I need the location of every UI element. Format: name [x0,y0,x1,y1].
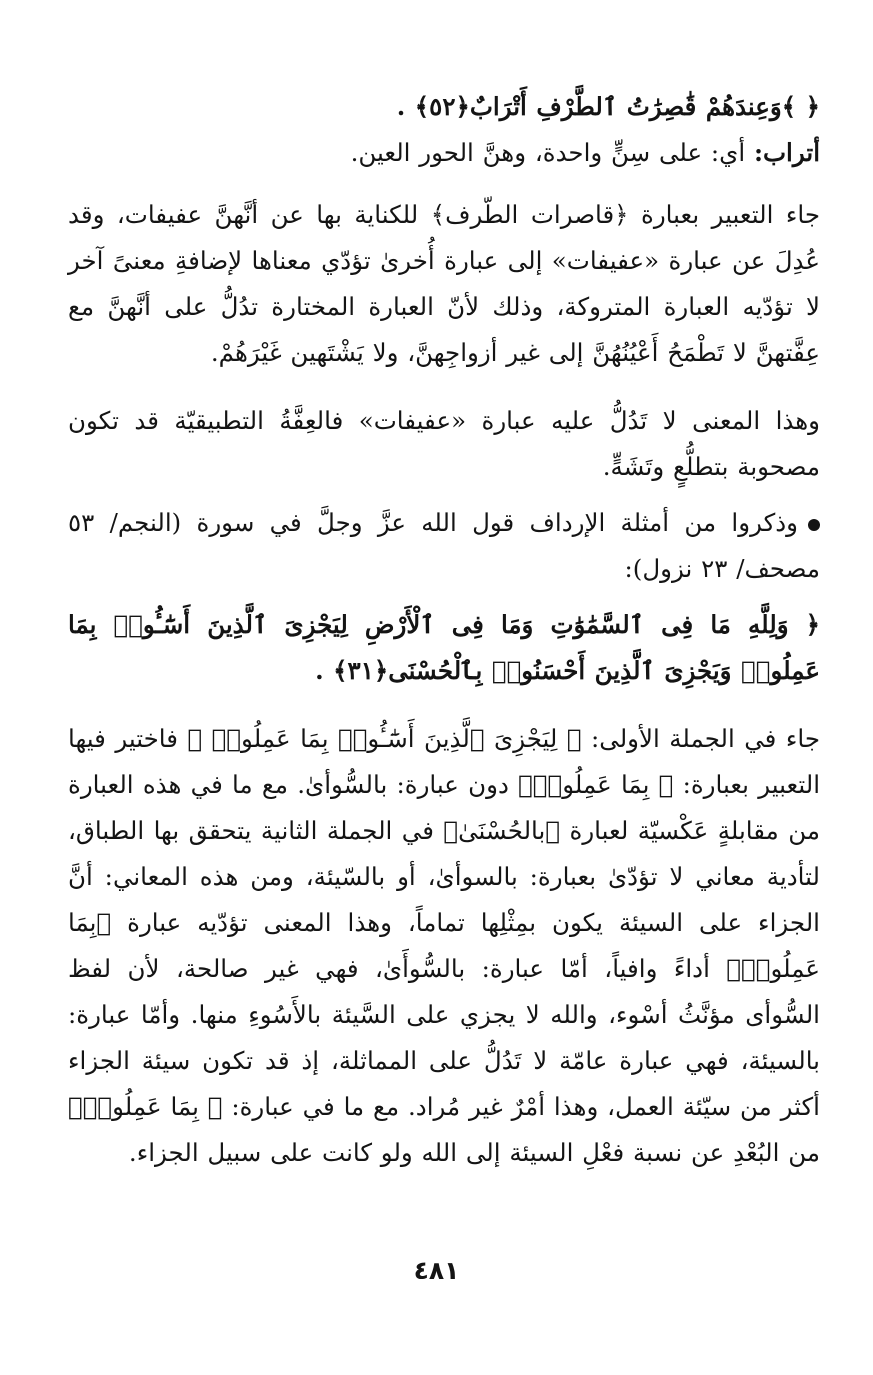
page-number: ٤٨١ [413,1256,460,1285]
paragraph-1: جاء التعبير بعبارة ﴿قاصرات الطّرف﴾ للكناية بها عن أنَّهنَّ عفيفات، وقد عُدِلَ عن عبارة «عفيفات» إلى عبارة أُخرىٰ تؤدّي معناها لإضافةِ معنىً آخر لا تؤدّيه العبارة المتروكة، وذلك لأنّ العبارة المختارة تدُلُّ على أنَّهنَّ مع عِفَّتهنَّ لا تَطْمَحُ أَعْيُنُهُنَّ إلى غير أزواجِهنَّ، ولا يَشْتَهين غَيْرَهُمْ. [68,200,820,367]
paragraph-3 [68,500,820,592]
paragraph-3-text: وذكروا من أمثلة الإرداف قول الله عزَّ وجلَّ في سورة (النجم/ ٥٣ مصحف/ ٢٣ نزول): [68,508,820,583]
definition-text: أي: على سِنٍّ واحدة، وهنَّ الحور العين. [350,138,754,167]
paragraph-4: جاء في الجملة الأولى: ﴿ لِيَجْزِىَ ٱلَّذِينَ أَسَٰٓـُٔوا۟ بِمَا عَمِلُوا۟ ﴾ فاختير فيها التعبير بعبارة: ﴿ بِمَا عَمِلُوا۟﴾ دون عبارة: بالسُّوأىٰ. مع ما في هذه العبارة من مقابلةٍ عَكْسيّة لعبارة ﴿بالحُسْنَىٰ﴾ في الجملة الثانية يتحقق بها الطباق، لتأدية معاني لا تؤدّىٰ بعبارة: بالسوأىٰ، أو بالسّيئة، ومن هذه المعاني: أنَّ الجزاء على السيئة يكون بمِثْلِها تماماً، وهذا المعنى تؤدّيه عبارة ﴿بِمَا عَمِلُوا۟﴾ أداءً وافياً، أمّا عبارة: بالسُّوأَىٰ، فهي غير صالحة، لأن لفظ السُّوأى مؤنَّثُ أسْوء، والله لا يجزي على السَّيئة بالأَسُوءِ منها. وأمّا عبارة: بالسيئة، فهي عبارة عامّة لا تَدُلُّ على المماثلة، إذ قد تكون سيئة الجزاء أكثر من سيّئة العمل، وهذا أمْرٌ غير مُراد. مع ما في عبارة: ﴿ بِمَا عَمِلُوا۟﴾ من البُعْدِ عن نسبة فعْلِ السيئة إلى الله ولو كانت على سبيل الجزاء. [68,724,820,1167]
spacer [68,176,820,192]
page-body [68,84,820,1176]
bullet-icon [808,519,820,531]
spacer [68,694,820,716]
definition-term: أتراب: [753,138,820,167]
definition-line [68,130,820,176]
spacer [68,490,820,500]
quran-verse-1: ﴿ ﴾وَعِندَهُمْ قَٰصِرَٰتُ ٱلطَّرْفِ أَتْرَابٌ﴿٥٢﴾ . [396,92,820,121]
spacer [68,376,820,398]
quran-verse-2: ﴿ وَلِلَّهِ مَا فِى ٱلسَّمَٰوَٰتِ وَمَا فِى ٱلْأَرْضِ لِيَجْزِىَ ٱلَّذِينَ أَسَٰٓـُٔوا۟ بِمَا عَمِلُوا۟ وَيَجْزِىَ ٱلَّذِينَ أَحْسَنُوا۟ بِٱلْحُسْنَى﴿٣١﴾ . [68,610,820,685]
paragraph-2: وهذا المعنى لا تَدُلُّ عليه عبارة «عفيفات» فالعِفَّةُ التطبيقيّة قد تكون مصحوبة بتطلُّعٍ وتَشَهٍّ. [68,406,820,481]
spacer [68,592,820,602]
